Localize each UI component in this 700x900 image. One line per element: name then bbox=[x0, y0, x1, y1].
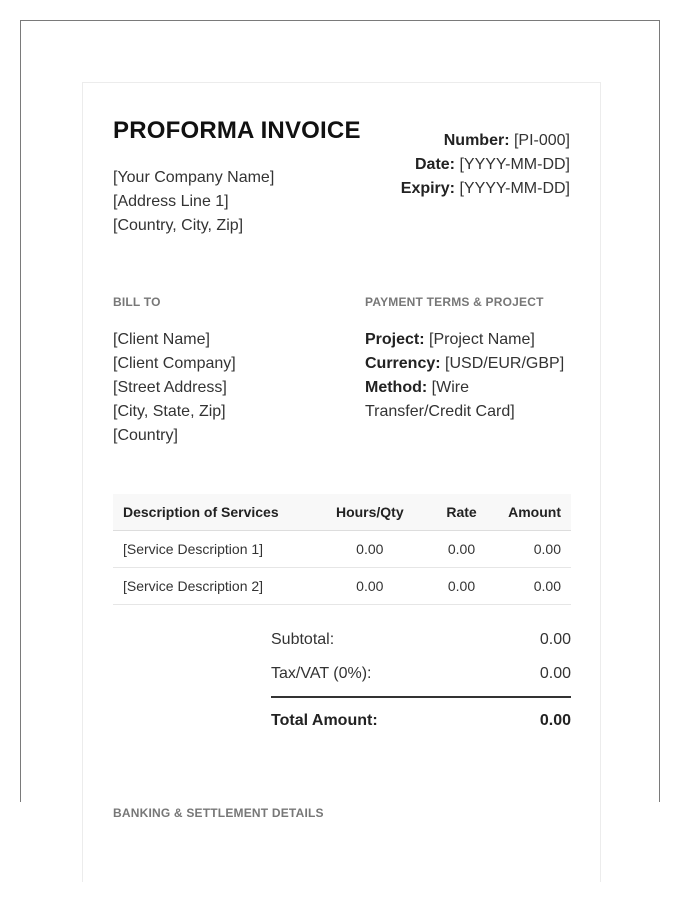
company-address-line-1: [Address Line 1] bbox=[113, 193, 229, 210]
company-address-block bbox=[113, 166, 274, 238]
tax-label: Tax/VAT (0%): bbox=[271, 665, 372, 682]
client-name: [Client Name] bbox=[113, 331, 210, 348]
total-amount-value: 0.00 bbox=[539, 712, 571, 729]
banking-details-heading: BANKING & SETTLEMENT DETAILS bbox=[113, 806, 324, 820]
bill-to-heading: BILL TO bbox=[113, 295, 161, 309]
total-amount-row bbox=[271, 709, 571, 733]
currency-line bbox=[365, 352, 575, 376]
column-header-amount: Amount bbox=[498, 494, 571, 531]
totals-block bbox=[271, 628, 571, 733]
subtotal-label: Subtotal: bbox=[271, 631, 335, 648]
client-city-state-zip: [City, State, Zip] bbox=[113, 403, 226, 420]
project-value: [Project Name] bbox=[429, 331, 535, 348]
table-row bbox=[113, 568, 571, 605]
subtotal-value: 0.00 bbox=[539, 631, 571, 648]
project-line bbox=[365, 328, 575, 352]
service-description: [Service Description 2] bbox=[113, 568, 315, 605]
invoice-meta bbox=[401, 129, 570, 201]
company-name: [Your Company Name] bbox=[113, 169, 275, 186]
project-label: Project: bbox=[365, 331, 425, 348]
method-value: [Wire Transfer/Credit Card] bbox=[365, 379, 515, 420]
services-table bbox=[113, 494, 571, 605]
bill-to-block bbox=[113, 328, 236, 448]
service-rate: 0.00 bbox=[425, 531, 498, 568]
invoice-page bbox=[82, 82, 601, 882]
totals-divider bbox=[271, 696, 571, 698]
client-company: [Client Company] bbox=[113, 355, 236, 372]
table-row bbox=[113, 531, 571, 568]
column-header-description: Description of Services bbox=[113, 494, 315, 531]
service-qty: 0.00 bbox=[315, 531, 425, 568]
method-label: Method: bbox=[365, 379, 428, 396]
invoice-number bbox=[401, 129, 570, 153]
payment-terms-heading: PAYMENT TERMS & PROJECT bbox=[365, 295, 544, 309]
invoice-date bbox=[401, 153, 570, 177]
invoice-title: PROFORMA INVOICE bbox=[113, 117, 361, 144]
invoice-date-label: Date: bbox=[415, 156, 456, 173]
company-country-city-zip: [Country, City, Zip] bbox=[113, 217, 244, 234]
invoice-expiry-value: [YYYY-MM-DD] bbox=[459, 180, 570, 197]
column-header-rate: Rate bbox=[425, 494, 498, 531]
invoice-expiry-label: Expiry: bbox=[400, 180, 456, 197]
client-country: [Country] bbox=[113, 427, 178, 444]
invoice-number-label: Number: bbox=[443, 132, 510, 149]
service-qty: 0.00 bbox=[315, 568, 425, 605]
client-street-address: [Street Address] bbox=[113, 379, 227, 396]
document-viewport bbox=[20, 20, 660, 820]
invoice-expiry bbox=[401, 177, 570, 201]
services-table-body bbox=[113, 531, 571, 605]
service-description: [Service Description 1] bbox=[113, 531, 315, 568]
services-table-header bbox=[113, 494, 571, 531]
service-amount: 0.00 bbox=[498, 568, 571, 605]
tax-value: 0.00 bbox=[539, 665, 571, 682]
total-amount-label: Total Amount: bbox=[271, 712, 378, 729]
invoice-number-value: [PI-000] bbox=[513, 132, 570, 149]
subtotal-row bbox=[271, 628, 571, 662]
service-rate: 0.00 bbox=[425, 568, 498, 605]
payment-terms-block bbox=[365, 328, 575, 424]
method-line bbox=[365, 376, 575, 424]
table-header-row bbox=[113, 494, 571, 531]
currency-label: Currency: bbox=[365, 355, 441, 372]
service-amount: 0.00 bbox=[498, 531, 571, 568]
currency-value: [USD/EUR/GBP] bbox=[445, 355, 565, 372]
column-header-hours-qty: Hours/Qty bbox=[315, 494, 425, 531]
tax-row bbox=[271, 662, 571, 696]
invoice-date-value: [YYYY-MM-DD] bbox=[459, 156, 570, 173]
